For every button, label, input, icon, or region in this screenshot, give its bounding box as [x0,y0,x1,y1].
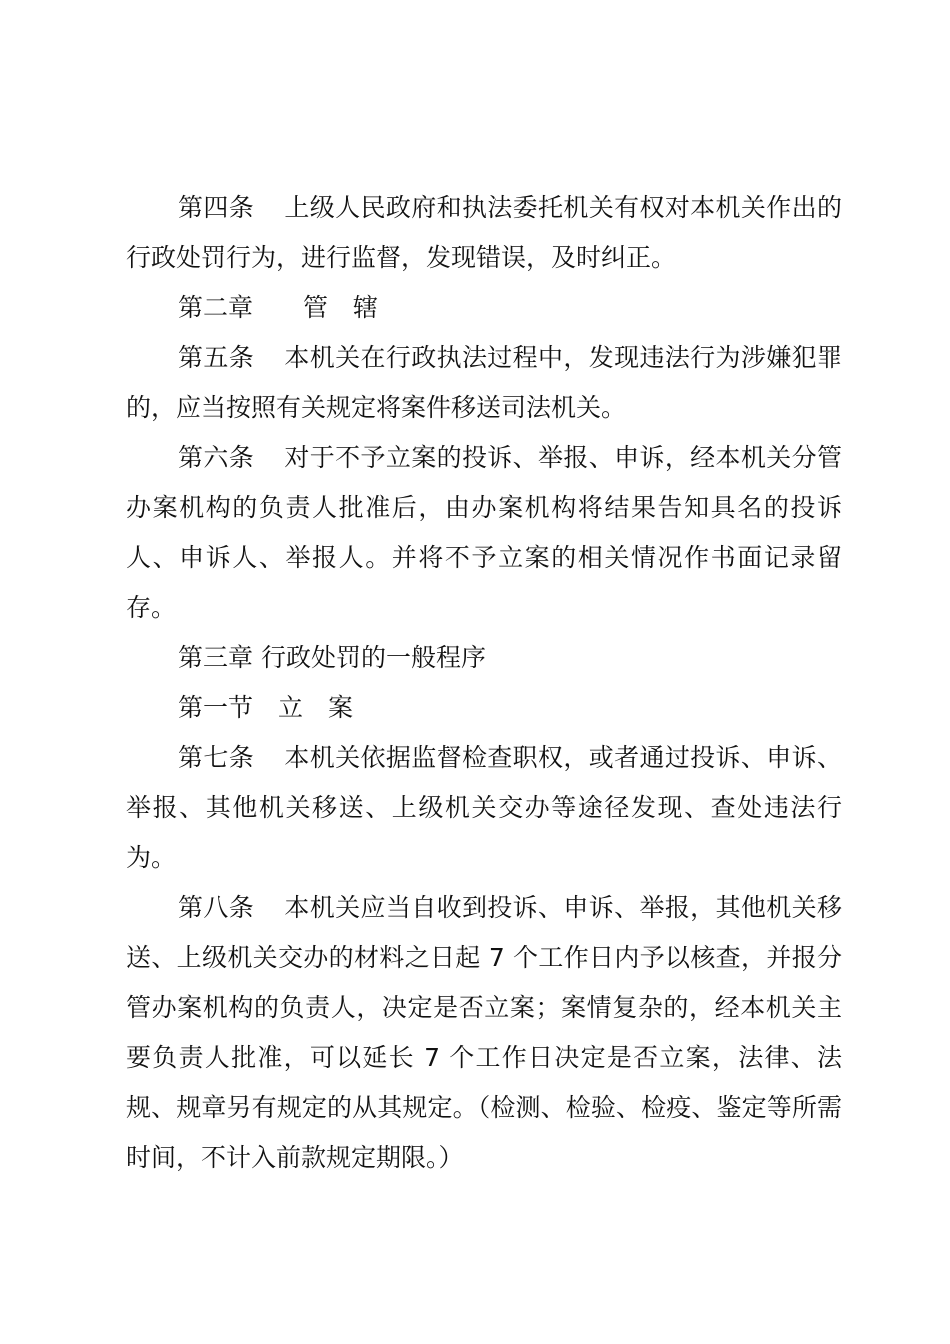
article-7-label: 第七条 [178,743,255,772]
chapter-2-heading: 第二章 管 辖 [178,293,379,322]
article-7-text: 本机关依据监督检查职权，或者通过投诉、申诉、举报、其他机关移送、上级机关交办等途径发现、查处违法行为。 [126,743,842,872]
document-body [126,183,842,1183]
article-4-label: 第四条 [178,193,255,222]
article-6-label: 第六条 [178,443,255,472]
article-5-label: 第五条 [178,343,255,372]
article-8-label: 第八条 [178,893,255,922]
article-4-text: 上级人民政府和执法委托机关有权对本机关作出的行政处罚行为，进行监督，发现错误，及时纠正。 [126,193,842,272]
article-5-text: 本机关在行政执法过程中，发现违法行为涉嫌犯罪的，应当按照有关规定将案件移送司法机关。 [126,343,842,422]
article-6 [126,433,842,633]
article-6-text: 对于不予立案的投诉、举报、申诉，经本机关分管办案机构的负责人批准后，由办案机构将结果告知具名的投诉人、申诉人、举报人。并将不予立案的相关情况作书面记录留存。 [126,443,842,622]
article-4 [126,183,842,283]
chapter-3-heading: 第三章 行政处罚的一般程序 [178,643,486,672]
article-8-text: 本机关应当自收到投诉、申诉、举报，其他机关移送、上级机关交办的材料之日起 7 个工作日内予以核查，并报分管办案机构的负责人，决定是否立案；案情复杂的，经本机关主要负责人批准，可以延长 7 个工作日决定是否立案，法律、法规、规章另有规定的从其规定。（检测、检验、检疫、鉴定等所需时间，不计入前款规定期限。） [126,893,842,1172]
article-7 [126,733,842,883]
article-8 [126,883,842,1183]
section-1-heading: 第一节 立 案 [178,693,354,722]
article-5 [126,333,842,433]
